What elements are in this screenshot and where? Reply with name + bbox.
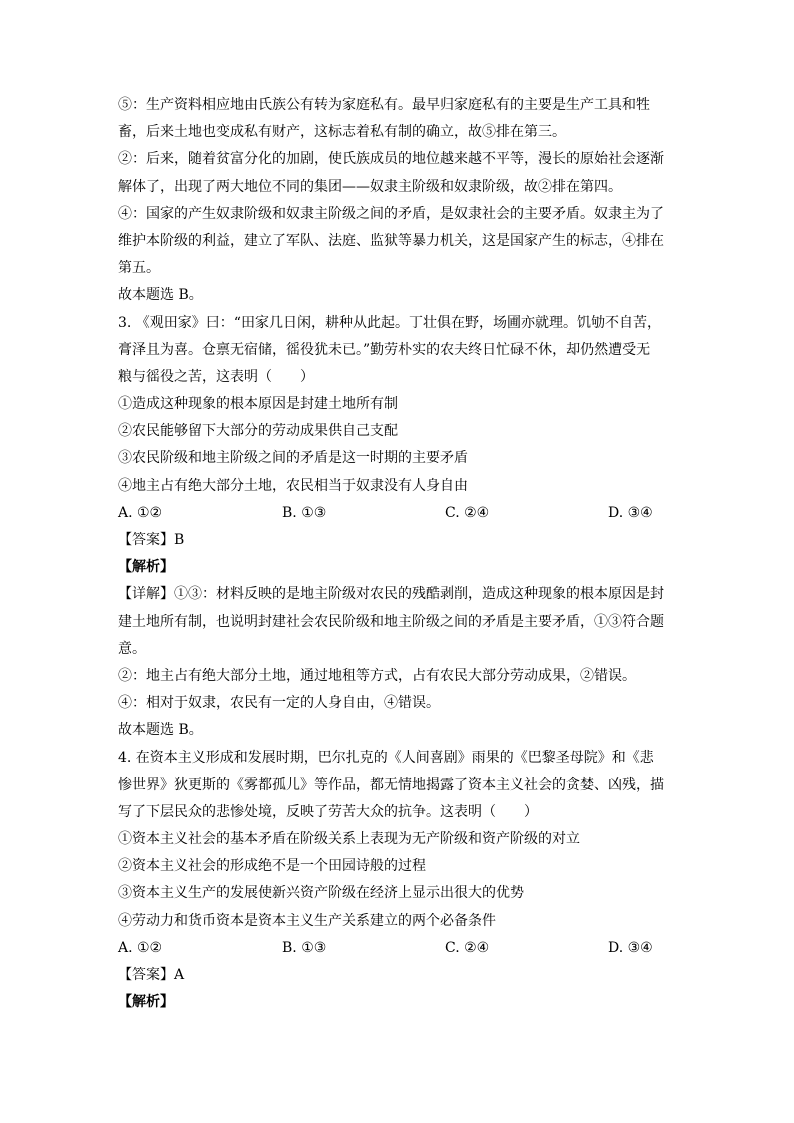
answer-line: 【答案】B — [118, 532, 185, 548]
statement-item: ③农民阶级和地主阶级之间的矛盾是这一时期的主要矛盾 — [118, 450, 468, 467]
detail-line: 意。 — [118, 640, 146, 657]
question-stem: 写了下层民众的悲惨处境，反映了劳苦大众的抗争。这表明（ ） — [118, 803, 538, 820]
detail-line: 【详解】①③：材料反映的是地主阶级对农民的残酷剥削，造成这种现象的根本原因是封 — [118, 586, 664, 603]
answer-options — [118, 500, 678, 527]
text-line: 第五。 — [118, 260, 160, 277]
question-3 — [118, 310, 678, 745]
text-line: ②：后来，随着贫富分化的加剧，使氏族成员的地位越来越不平等，漫长的原始社会逐渐 — [118, 151, 664, 168]
question-stem: 惨世界》狄更斯的《雾都孤儿》等作品，都无情地揭露了资本主义社会的贪婪、凶残，描 — [118, 776, 664, 793]
conclusion-line: 故本题选 B。 — [118, 287, 203, 304]
detail-line: 建土地所有制，也说明封建社会农民阶级和地主阶级之间的矛盾是主要矛盾，①③符合题 — [118, 613, 664, 630]
statement-item: ③资本主义生产的发展使新兴资产阶级在经济上显示出很大的优势 — [118, 885, 524, 902]
text-line: 畜，后来土地也变成私有财产，这标志着私有制的确立，故⑤排在第三。 — [118, 124, 566, 141]
question-stem: 4. 在资本主义形成和发展时期，巴尔扎克的《人间喜剧》雨果的《巴黎圣母院》和《悲 — [118, 749, 654, 766]
document-page — [118, 92, 678, 1016]
question-4 — [118, 745, 678, 1017]
text-line: ⑤：生产资料相应地由氏族公有转为家庭私有。最早归家庭私有的主要是生产工具和牲 — [118, 97, 650, 113]
text-line: 维护本阶级的利益，建立了军队、法庭、监狱等暴力机关，这是国家产生的标志，④排在 — [118, 232, 664, 249]
previous-analysis — [118, 92, 678, 310]
statement-item: ②农民能够留下大部分的劳动成果供自己支配 — [118, 423, 398, 440]
answer-options — [118, 935, 678, 962]
detail-line: ④：相对于奴隶，农民有一定的人身自由，④错误。 — [118, 695, 440, 712]
option-b: B. ①③ — [282, 939, 327, 956]
analysis-label: 【解析】 — [118, 994, 174, 1011]
option-d: D. ③④ — [608, 939, 653, 956]
statement-item: ④劳动力和货币资本是资本主义生产关系建立的两个必备条件 — [118, 912, 496, 929]
analysis-label: 【解析】 — [118, 559, 174, 576]
answer-line: 【答案】A — [118, 967, 185, 983]
question-stem: 3. 《观田家》曰：“田家几日闲，耕种从此起。丁壮俱在野，场圃亦就理。饥劬不自苦， — [118, 314, 661, 331]
conclusion-line: 故本题选 B。 — [118, 722, 203, 739]
option-d: D. ③④ — [608, 504, 653, 521]
option-b: B. ①③ — [282, 504, 327, 521]
option-a: A. ①② — [118, 504, 163, 521]
statement-item: ①造成这种现象的根本原因是封建土地所有制 — [118, 396, 398, 413]
statement-item: ①资本主义社会的基本矛盾在阶级关系上表现为无产阶级和资产阶级的对立 — [118, 831, 580, 848]
statement-item: ②资本主义社会的形成绝不是一个田园诗般的过程 — [118, 858, 426, 875]
option-a: A. ①② — [118, 939, 163, 956]
option-c: C. ②④ — [445, 939, 490, 956]
question-stem: 粮与徭役之苦，这表明（ ） — [118, 368, 314, 385]
question-stem: 膏泽且为喜。仓禀无宿储，徭役犹未已。”勤劳朴实的农夫终日忙碌不休，却仍然遭受无 — [118, 341, 651, 358]
text-line: 解体了，出现了两大地位不同的集团——奴隶主阶级和奴隶阶级，故②排在第四。 — [118, 178, 622, 195]
text-line: ④：国家的产生奴隶阶级和奴隶主阶级之间的矛盾，是奴隶社会的主要矛盾。奴隶主为了 — [118, 205, 664, 222]
detail-line: ②：地主占有绝大部分土地，通过地租等方式，占有农民大部分劳动成果，②错误。 — [118, 667, 636, 684]
option-c: C. ②④ — [445, 504, 490, 521]
statement-item: ④地主占有绝大部分土地，农民相当于奴隶没有人身自由 — [118, 477, 468, 494]
